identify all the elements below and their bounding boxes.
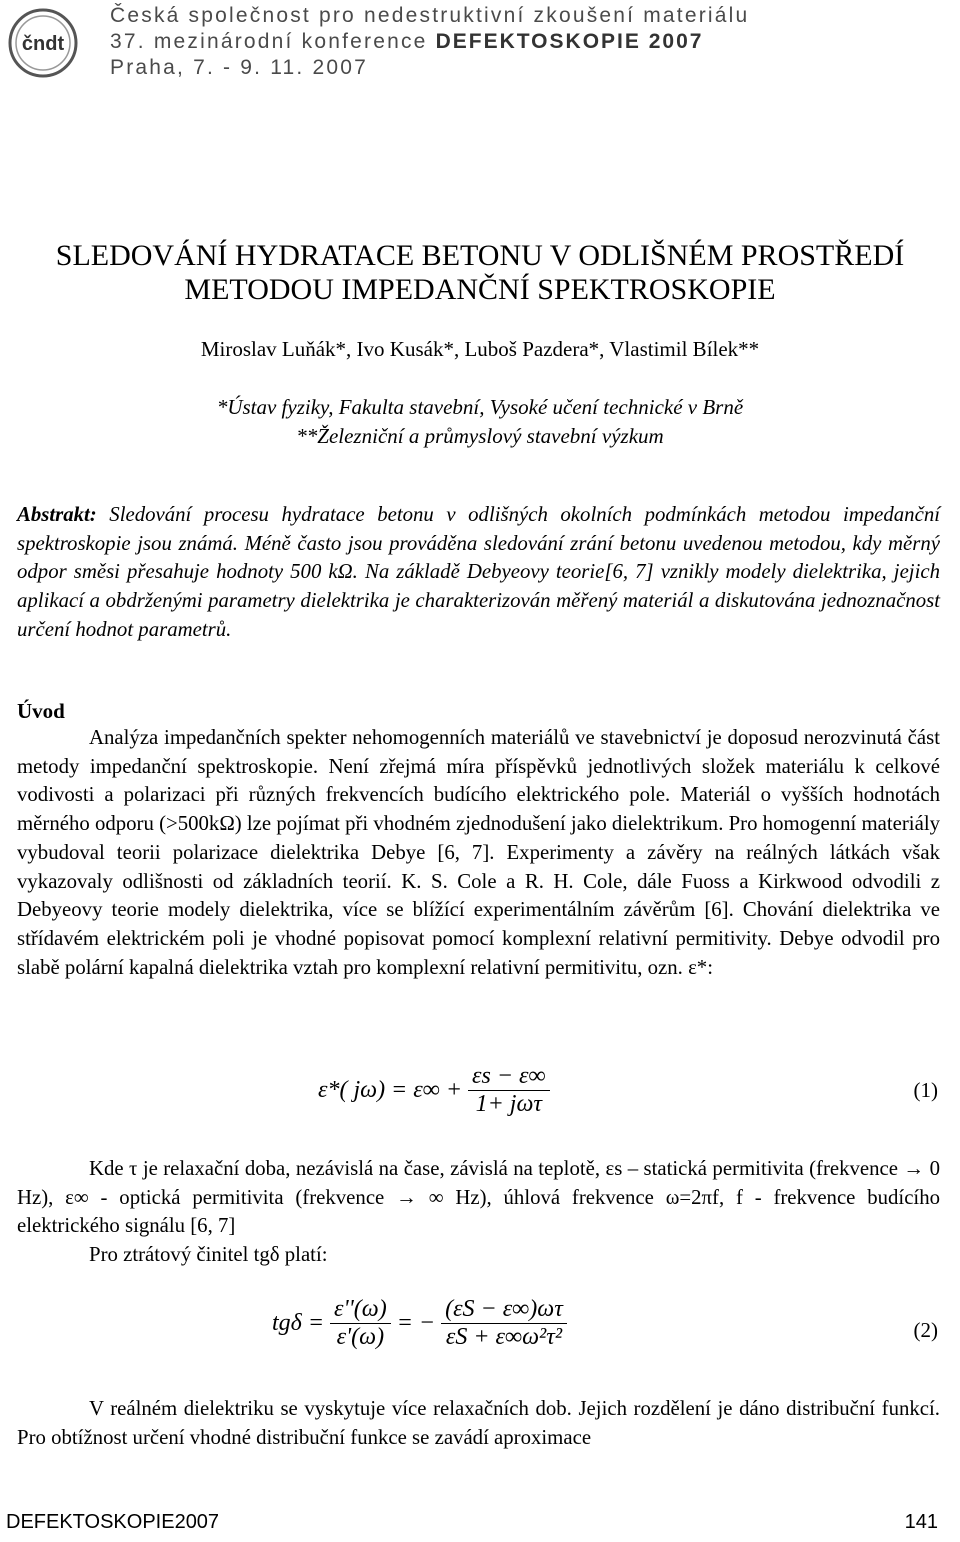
eq2-denominator-1: ε'(ω) — [336, 1324, 385, 1350]
eq2-mid: = − — [396, 1310, 436, 1336]
conference-bold: DEFEKTOSKOPIE 2007 — [435, 30, 704, 53]
affiliation-1: *Ústav fyziky, Fakulta stavební, Vysoké učení technické v Brně — [216, 395, 744, 419]
paper-title-line2: METODOU IMPEDANČNÍ SPEKTROSKOPIE — [184, 273, 776, 306]
definitions-text: Kde τ je relaxační doba, nezávislá na čase, závislá na teplotě, εs – statická permitivita (frekvence → 0 Hz), ε∞ - optická permitivita (frekvence → ∞ Hz), úhlová frekvence ω=2πf, f - frekvence budícího elektrického signálu [6, 7] — [17, 1157, 940, 1238]
equation-1-number: (1) — [913, 1078, 938, 1102]
intro-text: Analýza impedančních spekter nehomogenních materiálů ve stavebnictví je doposud nerozvinutá část metody impedanční spektroskopie. Není zřejmá míra příspěvků jednotlivých složek materiálu k celkové vodivosti a polarizaci při různých frekvencích budícího elektrického pole. Materiál o vyšších hodnotách měrného odporu (>500kΩ) lze pojímat při vhodném zjednodušení jako dielektrikum. Pro homogenní materiály vybudoval teorii polarizace dielektrika Debye [6, 7]. Experimenty a závěry na reálných látkách však vykazovaly odlišnosti od základních teorií. K. S. Cole a R. H. Cole, dále Fuoss a Kirkwood odvodili z Debyeovy teorie modely dielektrika, více se blížící experimentálním závěrům [6]. Chování dielektrika ve střídavém elektrickém poli je vhodné popisovat pomocí komplexní relativní permitivity. Debye odvodil pro slabě polární kapalná dielektrika vztah pro komplexní relativní permitivitu, ozn. ε*: — [17, 726, 940, 979]
footer-journal: DEFEKTOSKOPIE2007 — [6, 1511, 220, 1533]
closing-paragraph — [17, 1395, 940, 1452]
authors: Miroslav Luňák*, Ivo Kusák*, Luboš Pazdera*, Vlastimil Bílek** — [200, 337, 760, 361]
conference-prefix: 37. mezinárodní konference — [110, 30, 436, 53]
closing-text: V reálném dielektriku se vyskytuje více relaxačních dob. Jejich rozdělení je dáno distribuční funkcí. Pro obtížnost určení vhodné distribuční funkce se zavádí aproximace — [17, 1397, 940, 1449]
equation-2 — [272, 1296, 567, 1351]
equation-2-number: (2) — [913, 1318, 938, 1342]
page-footer — [0, 1509, 960, 1542]
conference-header — [0, 0, 960, 80]
page-number: 141 — [904, 1511, 938, 1533]
intro-paragraph — [17, 724, 940, 982]
equation-1 — [318, 1063, 550, 1118]
cndt-logo — [6, 8, 80, 78]
eq2-numerator-1: ε''(ω) — [330, 1296, 391, 1324]
eq1-lhs: ε*( jω) = ε∞ + — [318, 1077, 463, 1103]
eq1-numerator: εs − ε∞ — [468, 1063, 550, 1091]
paper-title-line1: SLEDOVÁNÍ HYDRATACE BETONU V ODLIŠNÉM PROSTŘEDÍ — [55, 239, 905, 272]
society-name: Česká společnost pro nedestruktivní zkoušení materiálu — [110, 4, 750, 27]
logo-text: čndt — [21, 33, 65, 55]
section-heading-intro: Úvod — [17, 699, 65, 723]
conference-place-date: Praha, 7. - 9. 11. 2007 — [110, 56, 369, 79]
abstract-text: Sledování procesu hydratace betonu v odlišných okolních podmínkách metodou impedanční spektroskopie jsou známá. Méně často jsou prováděna sledování zrání betonu uvedenou metodou, kdy měrný odpor směsi přesahuje hodnoty 500 kΩ. Na základě Debyeovy teorie[6, 7] vznikly modely dielektrika, jejich aplikací a obdrženými parametry dielektrika je charakterizován měřený materiál a diskutována jednoznačnost určení hodnot parametrů. — [17, 503, 940, 641]
affiliation-2: **Železniční a průmyslový stavební výzkum — [296, 424, 664, 448]
abstract-label: Abstrakt: — [17, 503, 97, 526]
definitions-paragraph — [17, 1155, 940, 1270]
eq2-numerator-2: (εS − ε∞)ωτ — [441, 1296, 567, 1324]
eq2-fraction-2 — [441, 1296, 567, 1351]
eq2-lhs: tgδ = — [272, 1310, 325, 1336]
eq1-fraction — [468, 1063, 550, 1118]
loss-factor-intro: Pro ztrátový činitel tgδ platí: — [89, 1243, 328, 1267]
eq2-denominator-2: εS + ε∞ω²τ² — [445, 1324, 563, 1350]
abstract — [17, 501, 940, 645]
eq2-fraction-1 — [330, 1296, 391, 1351]
eq1-denominator: 1+ jωτ — [475, 1091, 542, 1117]
conference-name — [110, 30, 703, 54]
